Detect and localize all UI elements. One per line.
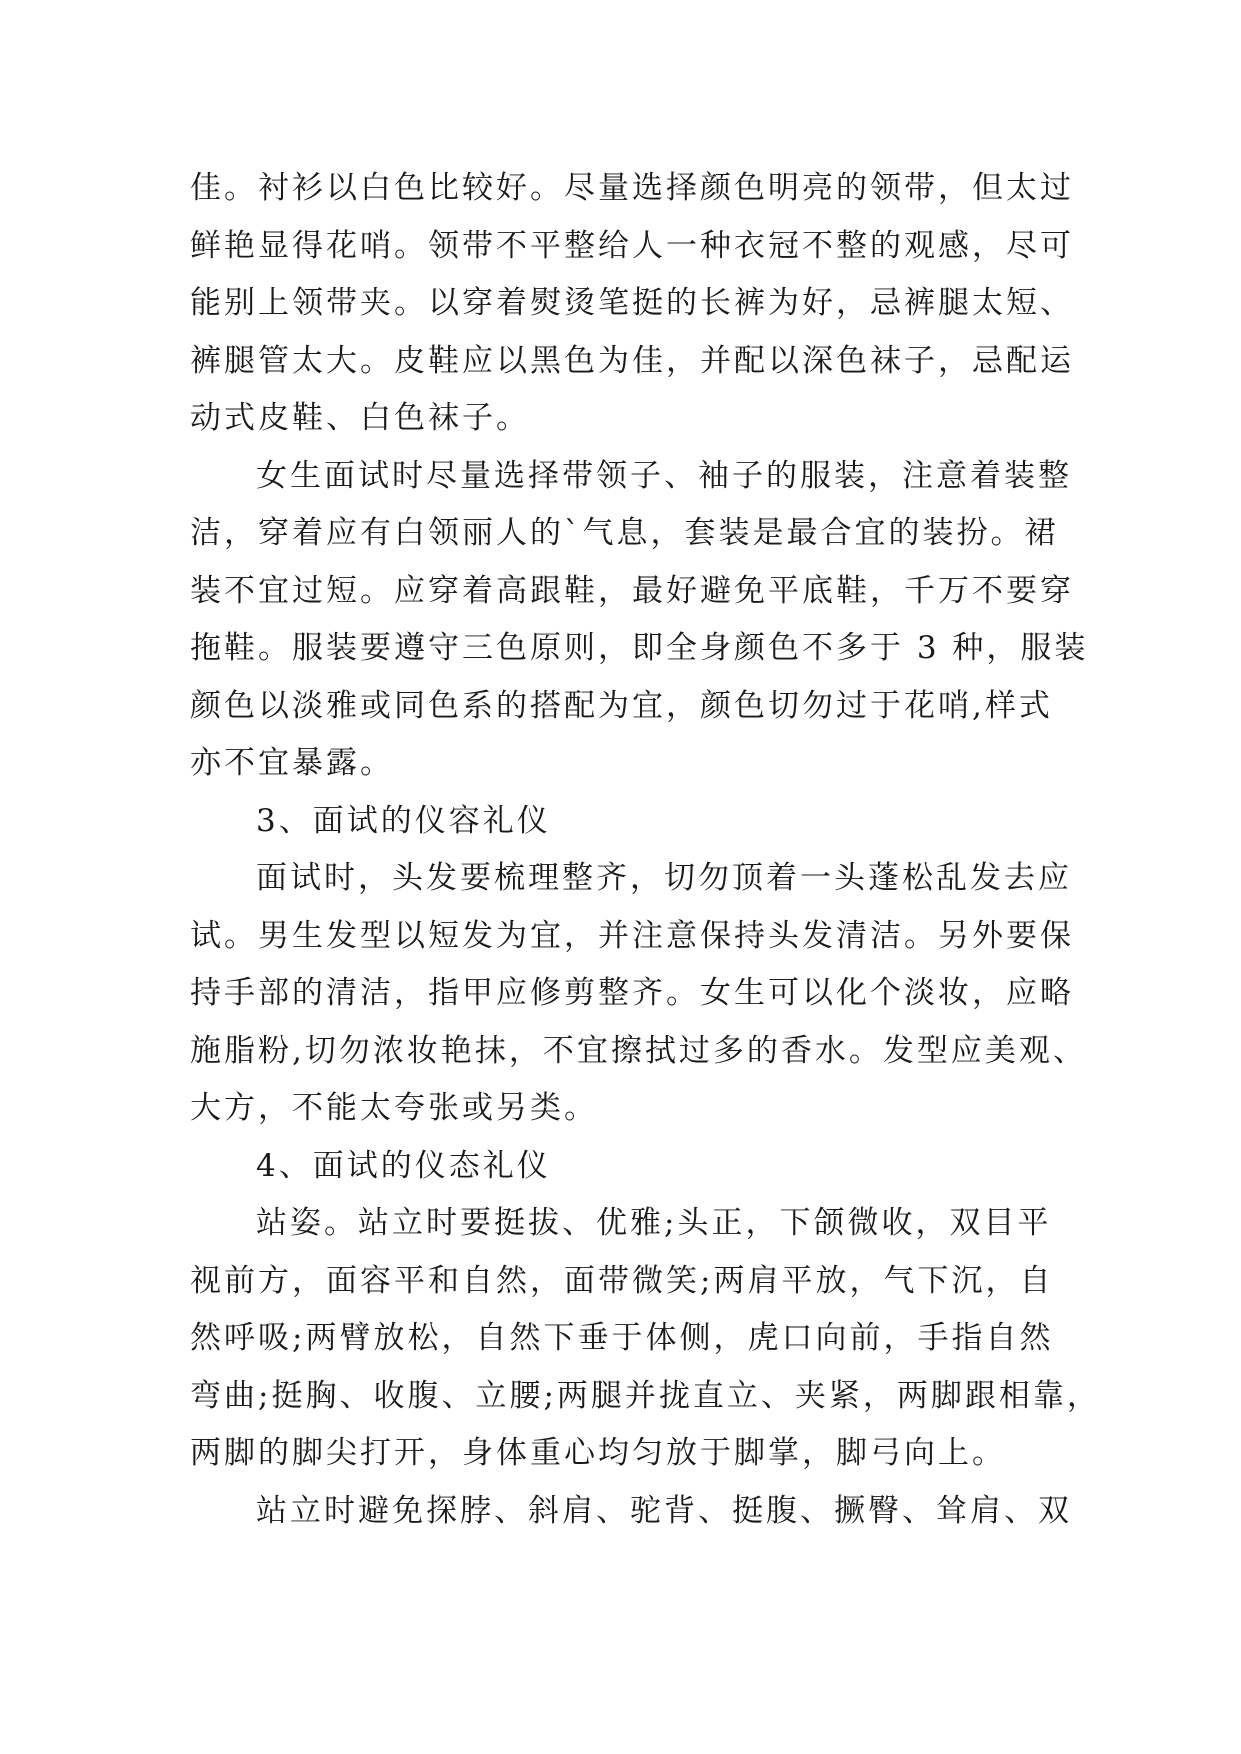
paragraph-start-line: 站姿。站立时要挺拔、优雅;头正，下颌微收，双目平 [256, 1205, 1052, 1241]
text-line: 持手部的清洁，指甲应修剪整齐。女生可以化个淡妆，应略 [190, 975, 1074, 1011]
text-line: 弯曲;挺胸、收腹、立腰;两腿并拢直立、夹紧，两脚跟相靠， [190, 1377, 1101, 1414]
text-line: 亦不宜暴露。 [190, 745, 394, 781]
text-line: 视前方，面容平和自然，面带微笑;两肩平放，气下沉，自 [190, 1262, 1054, 1299]
text-line: 裤腿管太大。皮鞋应以黑色为佳，并配以深色袜子，忌配运 [190, 342, 1074, 379]
text-line: 洁，穿着应有白领丽人的`气息，套装是最合宜的装扮。裙 [190, 515, 1059, 551]
text-line: 能别上领带夹。以穿着熨烫笔挺的长裤为好，忌裤腿太短、 [190, 285, 1074, 321]
text-line: 颜色以淡雅或同色系的搭配为宜，颜色切勿过于花哨,样式 [190, 687, 1053, 724]
paragraph-start-line: 面试时，头发要梳理整齐，切勿顶着一头蓬松乱发去应 [256, 860, 1072, 896]
text-line: 然呼吸;两臂放松，自然下垂于体侧，虎口向前，手指自然 [190, 1320, 1054, 1356]
paragraph-start-line: 站立时避免探脖、斜肩、驼背、挺腹、撅臀、耸肩、双 [256, 1492, 1072, 1529]
text-line: 装不宜过短。应穿着高跟鞋，最好避免平底鞋，千万不要穿 [190, 572, 1074, 609]
text-line: 佳。衬衫以白色比较好。尽量选择颜色明亮的领带，但太过 [190, 170, 1074, 206]
section-heading: 4、面试的仪态礼仪 [256, 1147, 551, 1184]
text-line: 试。男生发型以短发为宜，并注意保持头发清洁。另外要保 [190, 917, 1074, 954]
text-line: 大方，不能太夸张或另类。 [190, 1090, 598, 1126]
body-text [190, 160, 1101, 1540]
text-line: 动式皮鞋、白色袜子。 [190, 400, 530, 436]
text-line: 施脂粉,切勿浓妆艳抹，不宜擦拭过多的香水。发型应美观、 [190, 1032, 1087, 1069]
text-line: 两脚的脚尖打开，身体重心均匀放于脚掌，脚弓向上。 [190, 1435, 1006, 1471]
text-line: 拖鞋。服装要遵守三色原则，即全身颜色不多于 3 种，服装 [190, 630, 1089, 666]
section-heading: 3、面试的仪容礼仪 [256, 802, 551, 839]
paragraph-start-line: 女生面试时尽量选择带领子、袖子的服装，注意着装整 [256, 457, 1072, 494]
text-line: 鲜艳显得花哨。领带不平整给人一种衣冠不整的观感，尽可 [190, 227, 1074, 264]
